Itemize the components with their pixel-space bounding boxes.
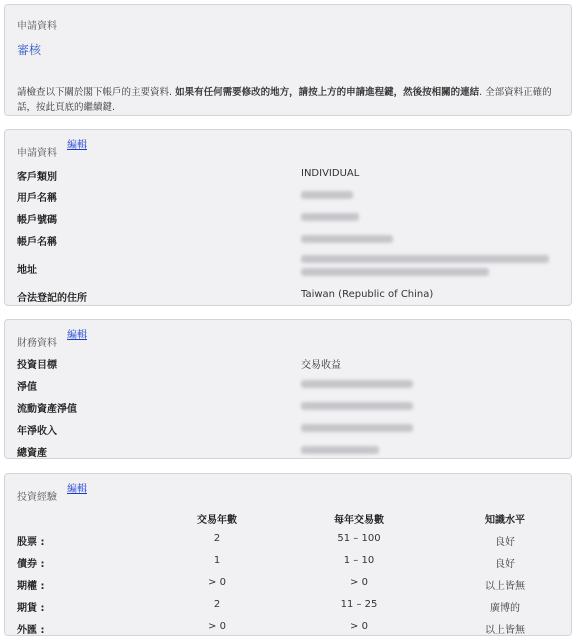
- table-cell-options-years: > 0: [208, 577, 226, 588]
- row-label-address: 地址: [17, 265, 37, 276]
- row-label-annual-net-income: 年淨收入: [17, 426, 57, 437]
- application-edit-link[interactable]: 編輯: [67, 140, 87, 151]
- application-heading: 申請資料: [17, 148, 57, 159]
- application-panel: [4, 129, 572, 306]
- table-cell-bonds-trades: 1 – 10: [343, 555, 375, 566]
- finance-heading: 財務資料: [17, 338, 57, 349]
- table-cell-futures-level: 廣博的: [490, 603, 520, 614]
- summary-panel: [4, 4, 572, 116]
- redacted-net-worth: [301, 380, 413, 388]
- instructions-tail-text: . 全部資料正確的話，按此頁底的繼續鍵.: [17, 87, 552, 113]
- row-label-investment-objective: 投資目標: [17, 360, 57, 371]
- table-cell-options-trades: > 0: [350, 577, 368, 588]
- table-row-label-forex: 外匯 :: [17, 625, 45, 636]
- experience-panel: [4, 473, 572, 636]
- table-row-label-stocks: 股票 :: [17, 537, 45, 548]
- row-value-investment-objective: 交易收益: [301, 360, 341, 371]
- row-label-legal-domicile: 合法登記的住所: [17, 293, 87, 304]
- finance-panel: [4, 319, 572, 459]
- redacted-account-number: [301, 213, 359, 221]
- row-label-total-assets: 總資產: [17, 448, 47, 459]
- column-header-knowledge-level: 知識水平: [485, 515, 525, 526]
- row-label-account-name: 帳戶名稱: [17, 237, 57, 248]
- finance-edit-link[interactable]: 編輯: [67, 330, 87, 341]
- table-cell-forex-level: 以上皆無: [485, 625, 525, 636]
- row-label-net-worth: 淨值: [17, 382, 37, 393]
- experience-heading: 投資經驗: [17, 492, 57, 503]
- table-row-label-options: 期權 :: [17, 581, 45, 592]
- redacted-username: [301, 191, 353, 199]
- table-cell-stocks-trades: 51 – 100: [337, 533, 381, 544]
- table-cell-stocks-level: 良好: [495, 537, 515, 548]
- table-cell-bonds-level: 良好: [495, 559, 515, 570]
- table-cell-bonds-years: 1: [213, 555, 221, 566]
- table-row-label-bonds: 債券 :: [17, 559, 45, 570]
- instructions-bold-text: 如果有任何需要修改的地方，請按上方的申請進程鍵，然後按相關的連結: [175, 87, 480, 98]
- row-value-legal-domicile: Taiwan (Republic of China): [301, 289, 434, 300]
- redacted-total-assets: [301, 446, 379, 454]
- table-cell-futures-trades: 11 – 25: [340, 599, 378, 610]
- table-cell-futures-years: 2: [213, 599, 221, 610]
- row-label-client-type: 客戶類別: [17, 172, 57, 183]
- experience-edit-link[interactable]: 編輯: [67, 484, 87, 495]
- row-label-username: 用戶名稱: [17, 193, 57, 204]
- row-label-liquid-net-worth: 流動資產淨值: [17, 404, 77, 415]
- table-cell-options-level: 以上皆無: [485, 581, 525, 592]
- review-instructions: [17, 85, 565, 115]
- redacted-liquid-net-worth: [301, 402, 413, 410]
- column-header-years: 交易年數: [197, 515, 237, 526]
- redacted-account-name: [301, 235, 393, 243]
- review-status: 審核: [17, 43, 42, 57]
- row-label-account-number: 帳戶號碼: [17, 215, 57, 226]
- redacted-address-line-2: [301, 268, 489, 276]
- table-row-label-futures: 期貨 :: [17, 603, 45, 614]
- table-cell-forex-years: > 0: [208, 621, 226, 632]
- table-cell-forex-trades: > 0: [350, 621, 368, 632]
- instructions-text: 請檢查以下關於閣下帳戶的主要資料.: [17, 87, 173, 98]
- table-cell-stocks-years: 2: [213, 533, 221, 544]
- redacted-address-line-1: [301, 255, 549, 263]
- redacted-annual-net-income: [301, 424, 413, 432]
- summary-heading: 申請資料: [17, 21, 57, 32]
- column-header-trades-per-year: 每年交易數: [334, 515, 384, 526]
- row-value-client-type: INDIVIDUAL: [301, 168, 360, 179]
